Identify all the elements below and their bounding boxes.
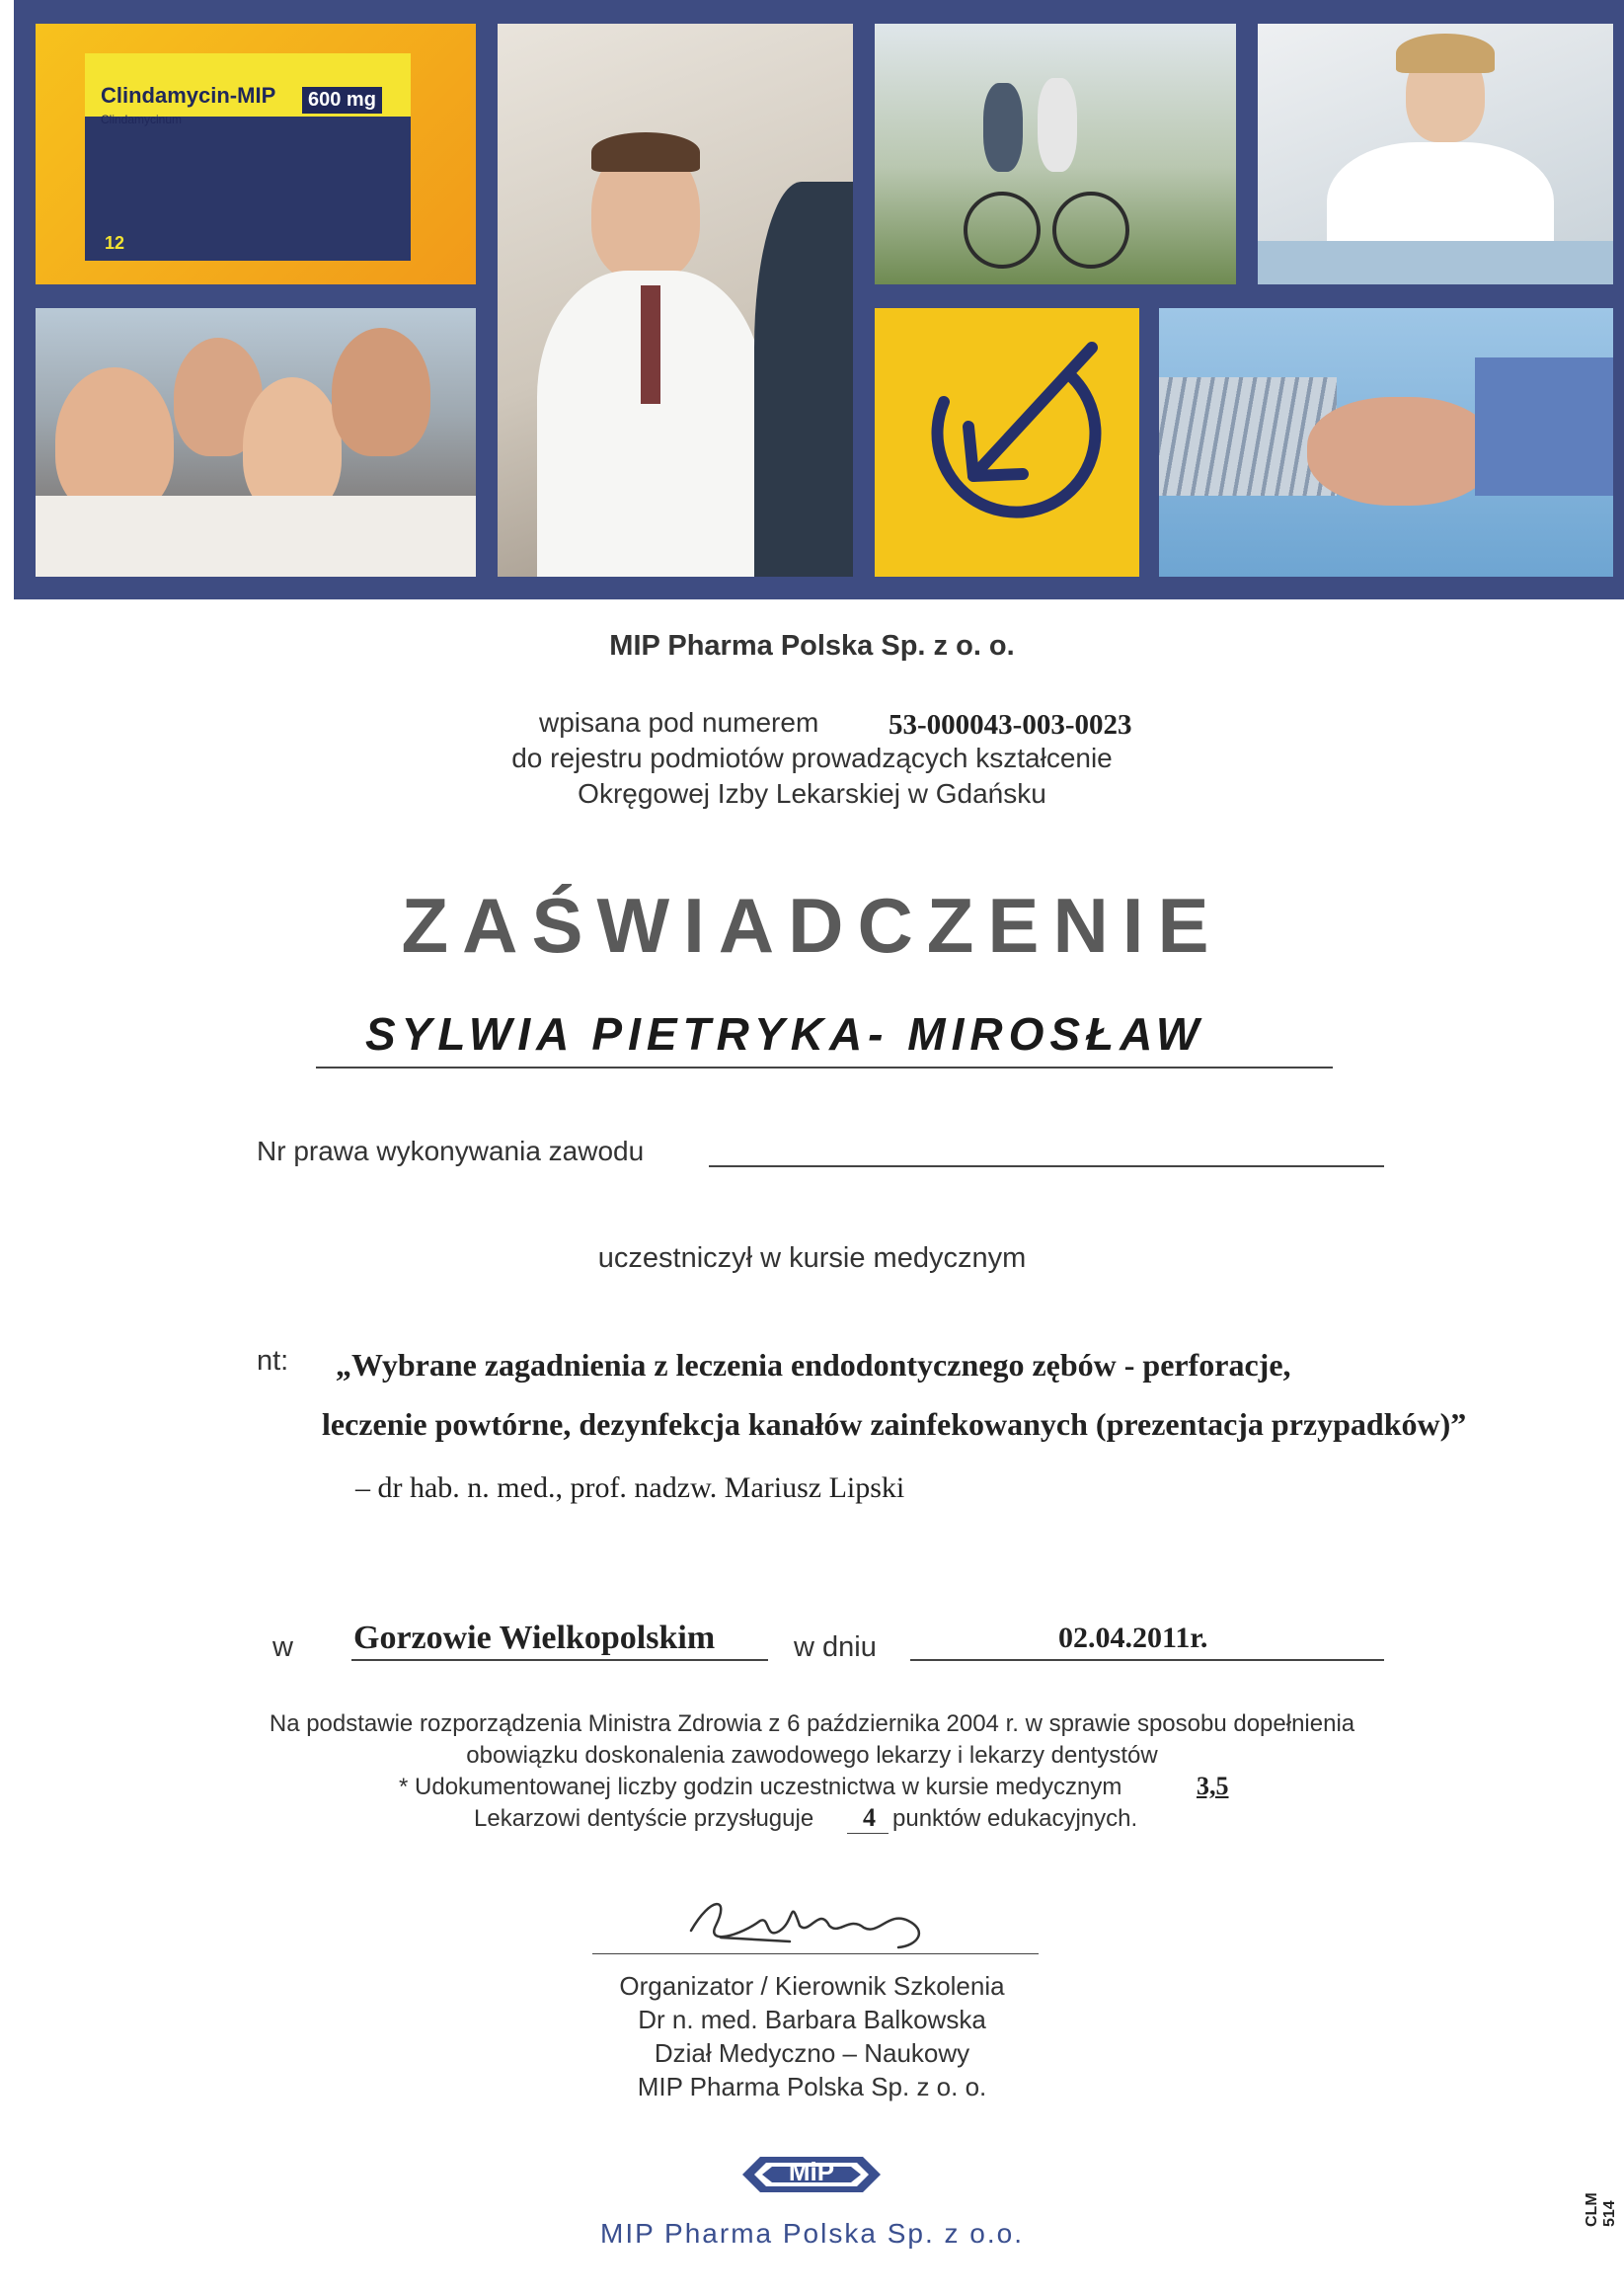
topic-line-2: leczenie powtórne, dezynfekcja kanałów zainfekowanych (prezentacja przypadków)”	[322, 1406, 1467, 1442]
topic-line-1: „Wybrane zagadnienia z leczenia endodontycznego zębów - perforacje,	[336, 1347, 1291, 1383]
arrow-circle-graphic	[875, 308, 1139, 577]
footer-company: MIP Pharma Polska Sp. z o.o.	[600, 2218, 1024, 2249]
cyclists-photo	[875, 24, 1236, 284]
course-date: 02.04.2011r.	[1058, 1622, 1208, 1654]
register-line-2: do rejestru podmiotów prowadzących kształcenie	[511, 743, 1113, 773]
legal-line-1: Na podstawie rozporządzenia Ministra Zdrowia z 6 października 2004 r. w sprawie sposobu dopełnienia	[269, 1710, 1355, 1737]
signatory-department: Dział Medyczno – Naukowy	[654, 2038, 970, 2068]
signatory-company: MIP Pharma Polska Sp. z o. o.	[637, 2072, 987, 2101]
package-count: 12	[105, 233, 125, 253]
family-photo	[36, 308, 476, 577]
license-label: Nr prawa wykonywania zawodu	[257, 1136, 645, 1166]
points-underline	[847, 1833, 889, 1834]
package-dose: 600 mg	[302, 87, 382, 114]
points-value: 4	[863, 1803, 876, 1832]
date-underline	[910, 1659, 1384, 1661]
mip-logo	[742, 2149, 881, 2200]
document-code: CLM 514	[1584, 2192, 1618, 2227]
date-label: w dniu	[794, 1631, 877, 1663]
location-city: Gorzowie Wielkopolskim	[353, 1620, 716, 1656]
logo-text: MiP	[788, 2157, 835, 2186]
doctor-photo	[498, 24, 853, 577]
register-number: 53-000043-003-0023	[889, 709, 1132, 741]
points-suffix: punktów edukacyjnych.	[892, 1805, 1138, 1832]
header-photo-collage	[14, 0, 1624, 599]
package-brand: Clindamycin-MIP	[101, 83, 276, 108]
participant-name: SYLWIA PIETRYKA- MIROSŁAW	[365, 1008, 1205, 1060]
handwritten-signature	[671, 1876, 967, 1965]
topic-prefix: nt:	[257, 1345, 289, 1377]
handshake-photo	[1159, 308, 1613, 577]
lecturer: – dr hab. n. med., prof. nadzw. Mariusz Lipski	[355, 1471, 905, 1504]
license-line	[709, 1165, 1384, 1167]
certificate-title: ZAŚWIADCZENIE	[401, 882, 1223, 969]
arrow-icon	[875, 308, 1139, 577]
city-underline	[351, 1659, 768, 1661]
register-line-3: Okręgowej Izby Lekarskiej w Gdańsku	[578, 778, 1046, 809]
signature-line	[592, 1953, 1039, 1954]
signatory-role: Organizator / Kierownik Szkolenia	[619, 1971, 1005, 2001]
location-label: w	[272, 1631, 293, 1663]
laboratory-photo	[1258, 24, 1613, 284]
signatory-name: Dr n. med. Barbara Balkowska	[638, 2005, 986, 2034]
points-prefix: Lekarzowi dentyście przysługuje	[474, 1805, 814, 1832]
hours-text: * Udokumentowanej liczby godzin uczestnictwa w kursie medycznym	[399, 1774, 1122, 1800]
product-package-photo	[36, 24, 476, 284]
name-underline	[316, 1067, 1333, 1069]
package-generic: Clindamycinum	[101, 113, 183, 126]
register-prefix: wpisana pod numerem	[539, 707, 819, 738]
legal-line-2: obowiązku doskonalenia zawodowego lekarzy i lekarzy dentystów	[466, 1742, 1158, 1769]
participation-text: uczestniczył w kursie medycznym	[597, 1242, 1027, 1274]
hours-value: 3,5	[1197, 1772, 1229, 1800]
company-name: MIP Pharma Polska Sp. z o. o.	[609, 630, 1015, 662]
